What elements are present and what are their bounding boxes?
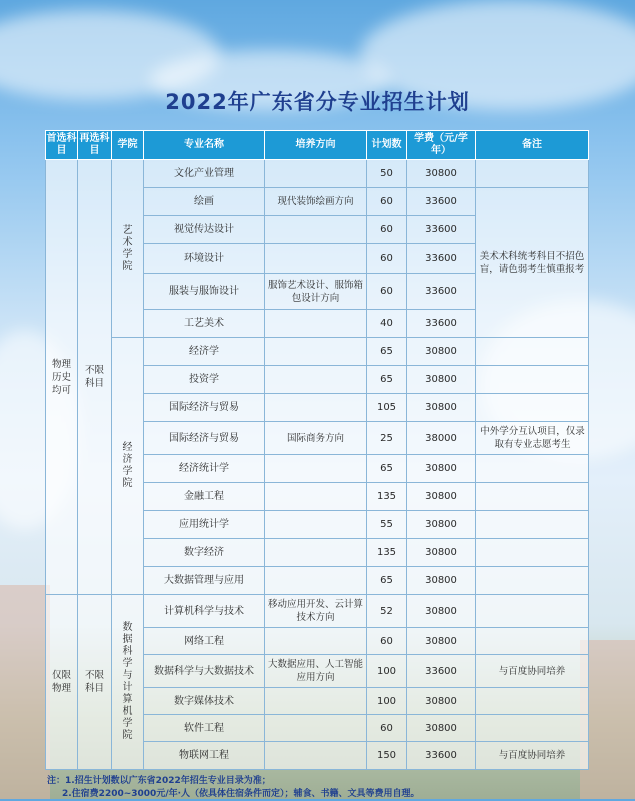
direction-cell <box>265 455 367 483</box>
quota-cell: 60 <box>367 628 407 655</box>
direction-cell: 现代装饰绘画方向 <box>265 188 367 216</box>
major-cell: 国际经济与贸易 <box>144 394 265 422</box>
quota-cell: 60 <box>367 188 407 216</box>
college-cell: 艺术学院 <box>112 160 144 338</box>
remark-cell <box>476 715 589 742</box>
remark-cell <box>476 595 589 628</box>
header-remark: 备注 <box>476 131 589 160</box>
remark-cell <box>476 567 589 595</box>
tuition-cell: 33600 <box>407 244 476 274</box>
direction-cell <box>265 511 367 539</box>
direction-cell <box>265 310 367 338</box>
direction-cell <box>265 567 367 595</box>
direction-cell <box>265 688 367 715</box>
direction-cell <box>265 338 367 366</box>
major-cell: 文化产业管理 <box>144 160 265 188</box>
quota-cell: 100 <box>367 688 407 715</box>
remark-cell <box>476 539 589 567</box>
remark-cell: 与百度协同培养 <box>476 655 589 688</box>
quota-cell: 60 <box>367 244 407 274</box>
direction-cell <box>265 539 367 567</box>
remark-cell: 与百度协同培养 <box>476 742 589 770</box>
first-subject-cell: 仅限物理 <box>46 595 78 770</box>
tuition-cell: 30800 <box>407 595 476 628</box>
header-quota: 计划数 <box>367 131 407 160</box>
header-first-subject: 首选科目 <box>46 131 78 160</box>
quota-cell: 52 <box>367 595 407 628</box>
college-cell: 数据科学与计算机学院 <box>112 595 144 770</box>
tuition-cell: 38000 <box>407 422 476 455</box>
direction-cell: 大数据应用、人工智能应用方向 <box>265 655 367 688</box>
remark-cell <box>476 455 589 483</box>
second-subject-cell: 不限科目 <box>78 160 112 595</box>
header-major: 专业名称 <box>144 131 265 160</box>
remark-cell <box>476 628 589 655</box>
major-cell: 计算机科学与技术 <box>144 595 265 628</box>
major-cell: 数据科学与大数据技术 <box>144 655 265 688</box>
direction-cell <box>265 394 367 422</box>
header-direction: 培养方向 <box>265 131 367 160</box>
direction-cell <box>265 483 367 511</box>
major-cell: 工艺美术 <box>144 310 265 338</box>
quota-cell: 65 <box>367 366 407 394</box>
tuition-cell: 30800 <box>407 688 476 715</box>
table-row <box>46 338 589 366</box>
quota-cell: 60 <box>367 715 407 742</box>
major-cell: 服装与服饰设计 <box>144 274 265 310</box>
direction-cell <box>265 715 367 742</box>
major-cell: 经济统计学 <box>144 455 265 483</box>
header-tuition: 学费（元/学年） <box>407 131 476 160</box>
header-second-subject: 再选科目 <box>78 131 112 160</box>
table-row <box>46 595 589 628</box>
tuition-cell: 30800 <box>407 394 476 422</box>
direction-cell <box>265 160 367 188</box>
major-cell: 视觉传达设计 <box>144 216 265 244</box>
tuition-cell: 30800 <box>407 160 476 188</box>
direction-cell <box>265 742 367 770</box>
quota-cell: 65 <box>367 455 407 483</box>
remark-cell <box>476 688 589 715</box>
tuition-cell: 30800 <box>407 511 476 539</box>
college-cell: 经济学院 <box>112 338 144 595</box>
table-row <box>46 160 589 188</box>
major-cell: 应用统计学 <box>144 511 265 539</box>
remark-cell <box>476 483 589 511</box>
quota-cell: 60 <box>367 216 407 244</box>
second-subject-cell: 不限科目 <box>78 595 112 770</box>
direction-cell <box>265 216 367 244</box>
tuition-cell: 30800 <box>407 539 476 567</box>
major-cell: 物联网工程 <box>144 742 265 770</box>
major-cell: 环境设计 <box>144 244 265 274</box>
direction-cell <box>265 366 367 394</box>
quota-cell: 25 <box>367 422 407 455</box>
tuition-cell: 30800 <box>407 567 476 595</box>
quota-cell: 135 <box>367 539 407 567</box>
quota-cell: 100 <box>367 655 407 688</box>
direction-cell: 移动应用开发、云计算技术方向 <box>265 595 367 628</box>
quota-cell: 65 <box>367 567 407 595</box>
major-cell: 投资学 <box>144 366 265 394</box>
background-building <box>0 585 50 799</box>
major-cell: 绘画 <box>144 188 265 216</box>
quota-cell: 135 <box>367 483 407 511</box>
tuition-cell: 33600 <box>407 742 476 770</box>
table-header-row <box>46 131 589 160</box>
major-cell: 网络工程 <box>144 628 265 655</box>
tuition-cell: 30800 <box>407 455 476 483</box>
tuition-cell: 33600 <box>407 216 476 244</box>
quota-cell: 65 <box>367 338 407 366</box>
major-cell: 经济学 <box>144 338 265 366</box>
tuition-cell: 30800 <box>407 338 476 366</box>
page-title: 2022年广东省分专业招生计划 <box>165 90 470 114</box>
quota-cell: 105 <box>367 394 407 422</box>
major-cell: 国际经济与贸易 <box>144 422 265 455</box>
first-subject-cell: 物理历史均可 <box>46 160 78 595</box>
tuition-cell: 33600 <box>407 188 476 216</box>
remark-cell: 中外学分互认项目，仅录取有专业志愿考生 <box>476 422 589 455</box>
major-cell: 金融工程 <box>144 483 265 511</box>
remark-cell <box>476 511 589 539</box>
direction-cell: 国际商务方向 <box>265 422 367 455</box>
tuition-cell: 30800 <box>407 483 476 511</box>
remark-cell <box>476 160 589 188</box>
tuition-cell: 30800 <box>407 366 476 394</box>
direction-cell: 服饰艺术设计、服饰箱包设计方向 <box>265 274 367 310</box>
tuition-cell: 33600 <box>407 655 476 688</box>
footnote-line: 2.住宿费2200~3000元/年·人（依具体住宿条件而定）；辅食、书籍、文具等费用自理。 <box>62 789 420 799</box>
footnote-line: 注：1.招生计划数以广东省2022年招生专业目录为准； <box>47 776 271 786</box>
quota-cell: 55 <box>367 511 407 539</box>
enrollment-plan-table <box>45 130 589 770</box>
remark-cell: 美术术科统考科目不招色盲，请色弱考生慎重报考 <box>476 188 589 338</box>
remark-cell <box>476 394 589 422</box>
major-cell: 大数据管理与应用 <box>144 567 265 595</box>
remark-cell <box>476 366 589 394</box>
tuition-cell: 33600 <box>407 274 476 310</box>
major-cell: 数字媒体技术 <box>144 688 265 715</box>
remark-cell <box>476 338 589 366</box>
tuition-cell: 33600 <box>407 310 476 338</box>
quota-cell: 40 <box>367 310 407 338</box>
quota-cell: 50 <box>367 160 407 188</box>
direction-cell <box>265 628 367 655</box>
footnote <box>47 775 420 801</box>
tuition-cell: 30800 <box>407 628 476 655</box>
quota-cell: 60 <box>367 274 407 310</box>
tuition-cell: 30800 <box>407 715 476 742</box>
header-college: 学院 <box>112 131 144 160</box>
major-cell: 软件工程 <box>144 715 265 742</box>
quota-cell: 150 <box>367 742 407 770</box>
direction-cell <box>265 244 367 274</box>
major-cell: 数字经济 <box>144 539 265 567</box>
